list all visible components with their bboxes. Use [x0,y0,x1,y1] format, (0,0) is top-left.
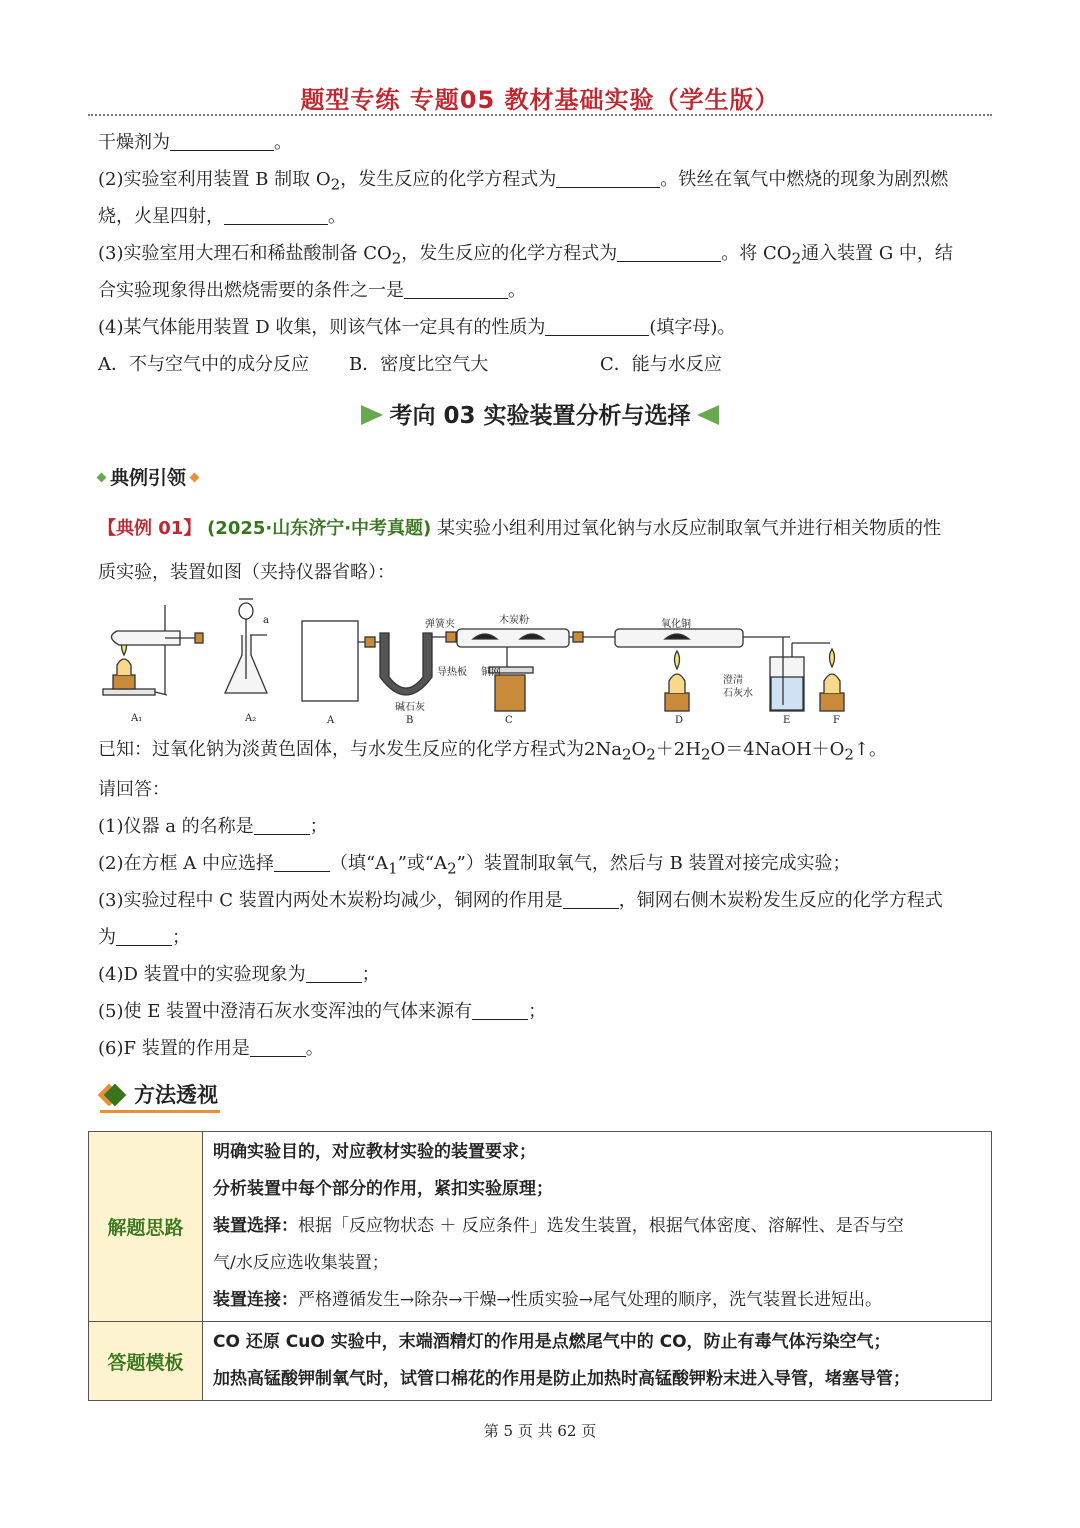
page-footer: 第 5 页 共 62 页 [483,1422,597,1440]
answer-blank[interactable] [563,890,619,909]
section-heading: 考向 03 实验装置分析与选择 [0,397,1080,430]
method-row-thinking: 解题思路 明确实验目的，对应教材实验的装置要求； 分析装置中每个部分的作用，紧扣实验原理； 装置选择：根据「反应物状态 ＋ 反应条件」选发生装置，根据气体密度、溶解性、是否与空 气/水反应选收集装置； 装置连接：严格遵循发生→除杂→干燥→性质实验→尾气处理的顺序，洗气装置长进短出。 [89,1132,992,1322]
label-b: B [406,715,414,726]
answer-blank[interactable] [224,206,328,225]
sub-question-3-cont: 为 ； [98,927,190,948]
answer-blank[interactable] [116,927,172,946]
answer-blank[interactable] [306,964,362,983]
diamond-icon [190,473,200,483]
label-a: A [327,715,335,726]
label-charcoal: 木炭粉 [499,615,529,626]
label-e: E [783,715,791,726]
answer-blank[interactable] [274,853,330,872]
sub-question-2: (2)在方框 A 中应选择 （填“$A_1$”或“$A_2$”）装置制取氧气，然后与 B 装置对接完成实验； [98,853,851,878]
row-label-template: 答题模板 [89,1322,203,1401]
label-limewater-1: 澄清 [723,675,743,686]
apparatus-d-copper-oxide-tube [615,629,790,711]
label-d: D [675,715,684,726]
apparatus-f-burner [820,649,844,711]
label-heat-plate: 导热板 [437,667,467,678]
sub-question-5: (5)使 E 装置中澄清石灰水变浑浊的气体来源有 ； [98,1001,547,1022]
label-copper-mesh: 铜网 [481,667,501,678]
method-underline [100,1110,220,1113]
header-divider [88,114,992,116]
example-label: 【典例 01】 [98,518,202,539]
diamond-badge-icon [98,1084,120,1106]
apparatus-a1 [103,605,203,695]
label-spring-clip: 弹簧夹 [425,619,455,630]
apparatus-a-box [302,621,380,701]
question-line-4: (3)实验室用大理石和稀盐酸制备 $CO_2$，发生反应的化学方程式为 。将 $CO_2$通入装置 G 中，结 [98,243,953,268]
answer-blank[interactable] [472,1001,528,1020]
answer-blank[interactable] [250,1038,306,1057]
question-line-1: 干燥剂为 。 [98,132,292,153]
option-b[interactable]: B．密度比空气大 [349,354,489,375]
answer-blank[interactable] [617,243,721,262]
sub-question-1: (1)仪器 a 的名称是 ； [98,816,328,837]
answer-blank[interactable] [170,132,274,151]
example-source: (2025·山东济宁·中考真题) [207,518,432,539]
question-line-2: (2)实验室利用装置 B 制取 $O_2$，发生反应的化学方程式为 。铁丝在氧气中燃烧的现象为剧烈燃 [98,169,949,194]
triangle-right-icon [361,405,383,425]
triangle-left-icon [697,405,719,425]
question-line-5: 合实验现象得出燃烧需要的条件之一是 。 [98,280,526,301]
sub-question-3: (3)实验过程中 C 装置内两处木炭粉均减少，铜网的作用是 ，铜网右侧木炭粉发生反应的化学方程式 [98,890,943,911]
diamond-icon [97,473,107,483]
label-copper-oxide: 氧化铜 [661,619,691,630]
row-label-thinking: 解题思路 [89,1132,203,1322]
label-f: F [833,715,840,726]
label-limewater-2: 石灰水 [723,688,753,699]
label-soda-lime: 碱石灰 [395,702,425,713]
label-a1: A₁ [131,713,143,724]
subsection-heading: 典例引领 [98,463,198,490]
answer-blank[interactable] [254,816,310,835]
page-header-title: 题型专练 专题05 教材基础实验（学生版） [300,86,780,114]
apparatus-diagram [95,595,860,730]
sub-question-4: (4)D 装置中的实验现象为 ； [98,964,380,985]
apparatus-a2 [225,599,267,693]
question-options [98,353,988,377]
example-line-1: 【典例 01】 (2025·山东济宁·中考真题) 某实验小组利用过氧化钠与水反应制取氧气并进行相关物质的性 [98,518,942,539]
example-line-2: 质实验，装置如图（夹持仪器省略）： [98,562,395,583]
label-a2: A₂ [245,713,257,724]
answer-blank[interactable] [404,280,508,299]
label-c: C [505,715,513,726]
label-small-a: a [263,615,269,626]
sub-question-6: (6)F 装置的作用是 。 [98,1038,324,1059]
method-table [88,1131,992,1401]
option-c[interactable]: C．能与水反应 [600,354,722,375]
answer-blank[interactable] [545,317,649,336]
answer-blank[interactable] [556,169,660,188]
answer-prompt: 请回答： [98,779,170,800]
option-a[interactable]: A．不与空气中的成分反应 [98,354,309,375]
known-equation-line: 已知：过氧化钠为淡黄色固体，与水发生反应的化学方程式为$2Na_2O_2+2H_2O=4NaOH+O_2↑$。 [98,739,888,764]
method-row-template: 答题模板 CO 还原 CuO 实验中，末端酒精灯的作用是点燃尾气中的 CO，防止有毒气体污染空气； 加热高锰酸钾制氧气时，试管口棉花的作用是防止加热时高锰酸钾粉末进入导管，堵塞导管； [89,1322,992,1401]
question-line-6: (4)某气体能用装置 D 收集，则该气体一定具有的性质为 (填字母)。 [98,317,736,338]
question-line-3: 烧，火星四射， 。 [98,206,346,227]
apparatus-b-u-tube [380,632,457,695]
method-heading: 方法透视 [98,1079,218,1109]
